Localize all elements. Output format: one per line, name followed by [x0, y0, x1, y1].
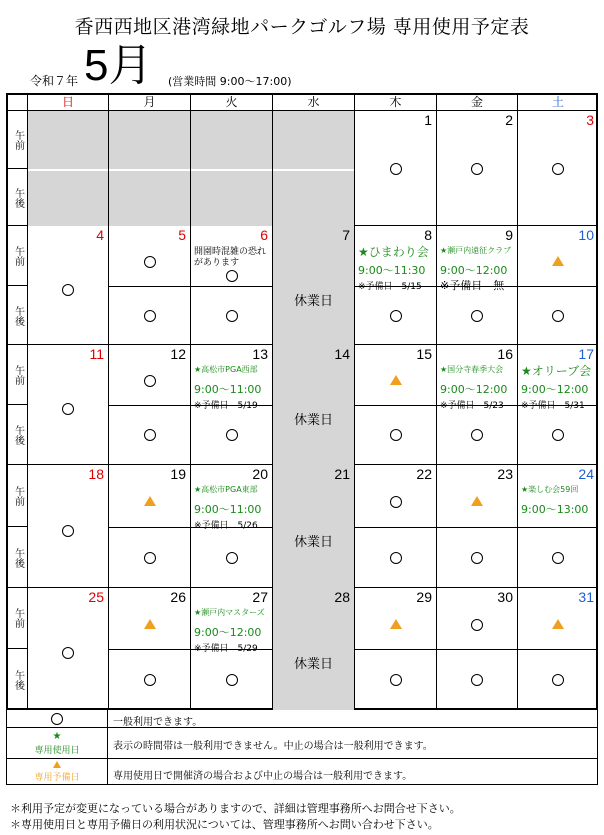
circle-icon: [144, 310, 156, 322]
closed-label: 休業日: [293, 534, 333, 550]
day-cell: [273, 226, 355, 345]
circle-icon: [552, 163, 564, 175]
pm-label: 午後: [8, 286, 28, 345]
day-cell: [518, 588, 598, 710]
day-number: 2: [505, 112, 513, 128]
business-hours: (営業時間 9:00～17:00): [168, 75, 292, 88]
day-cell: [28, 345, 109, 465]
legend-text-exclusive: 表示の時間帯は一般利用できません。中止の場合は一般利用できます。: [113, 741, 433, 752]
day-cell: [273, 111, 355, 226]
circle-icon: [471, 619, 483, 631]
day-number: 13: [252, 346, 268, 362]
legend-text-reserve: 専用使用日で開催済の場合および中止の場合は一般利用できます。: [113, 771, 413, 782]
circle-icon: [62, 525, 74, 537]
day-cell: [191, 588, 273, 710]
circle-icon: [226, 429, 238, 441]
event-time: 9:00～12:00: [521, 383, 589, 396]
week-row: [8, 226, 596, 345]
am-label: 午前: [8, 588, 28, 649]
day-number: 1: [424, 112, 432, 128]
day-number: 25: [88, 589, 104, 605]
circle-icon: [552, 429, 564, 441]
reserve-date: ※予備日 無: [440, 279, 505, 292]
am-label: 午前: [8, 111, 28, 169]
circle-icon: [390, 310, 402, 322]
day-cell: [355, 465, 437, 588]
day-number: 29: [416, 589, 432, 605]
circle-icon: [390, 552, 402, 564]
reserve-date: ※予備日 5/26: [194, 521, 258, 531]
day-number: 26: [170, 589, 186, 605]
triangle-icon: [552, 256, 564, 266]
triangle-icon: [390, 619, 402, 629]
event-time: 9:00～11:00: [194, 383, 262, 396]
day-cell: [437, 226, 518, 345]
half-divider: [109, 527, 190, 528]
half-divider: [28, 169, 108, 171]
day-number: 14: [334, 346, 350, 362]
congestion-note: 開園時混雑の恐れがあります: [194, 247, 267, 268]
circle-icon: [471, 552, 483, 564]
day-number: 28: [334, 589, 350, 605]
day-number: 7: [342, 227, 350, 243]
event-time: 9:00～11:00: [194, 503, 262, 516]
half-divider: [518, 286, 598, 287]
footer-note-2: ＊専用使用日と専用予備日の利用状況については、管理事務所へお問い合わせ下さい。: [10, 818, 439, 831]
era-label: 令和７年: [30, 74, 79, 88]
half-divider: [355, 405, 436, 406]
half-divider: [437, 527, 517, 528]
event-name: ★瀬戸内遠征クラブ: [440, 246, 512, 255]
half-divider: [109, 169, 190, 171]
day-cell: [437, 465, 518, 588]
day-cell: [355, 588, 437, 710]
day-number: 8: [424, 227, 432, 243]
circle-icon: [390, 163, 402, 175]
day-number: 9: [505, 227, 513, 243]
day-cell: [437, 588, 518, 710]
circle-icon: [62, 284, 74, 296]
circle-icon: [471, 163, 483, 175]
day-number: 4: [96, 227, 104, 243]
circle-icon: [390, 496, 402, 508]
circle-icon: [62, 647, 74, 659]
am-label: 午前: [8, 226, 28, 286]
triangle-icon: [552, 619, 564, 629]
day-number: 27: [252, 589, 268, 605]
day-number: 11: [89, 346, 104, 362]
pm-label: 午後: [8, 169, 28, 226]
day-cell: [355, 345, 437, 465]
circle-icon: [144, 552, 156, 564]
circle-icon: [471, 310, 483, 322]
legend-label-reserve: 専用予備日: [34, 773, 80, 783]
day-number: 6: [260, 227, 268, 243]
event-name: ★瀬戸内マスターズ: [194, 608, 265, 617]
circle-icon: [144, 256, 156, 268]
closed-label: 休業日: [293, 413, 333, 428]
am-label: 午前: [8, 465, 28, 527]
am-label: 午前: [8, 345, 28, 405]
day-number: 20: [252, 466, 268, 482]
half-divider: [109, 649, 190, 650]
week-row: [8, 345, 596, 465]
event-name: ★国分寺春季大会: [440, 365, 504, 374]
weekday-header: 日: [28, 95, 109, 111]
circle-icon: [51, 713, 63, 725]
half-divider: [109, 286, 190, 287]
weekday-header-blank: [8, 95, 28, 111]
weekday-header: 土: [518, 95, 598, 111]
day-cell: [518, 226, 598, 345]
day-cell: [109, 226, 191, 345]
day-cell: [518, 345, 598, 465]
weekday-header: 月: [109, 95, 191, 111]
legend-symbol-reserve: [7, 759, 108, 785]
day-number: 19: [170, 466, 186, 482]
day-number: 23: [497, 466, 513, 482]
calendar-grid: [6, 93, 598, 710]
month-label: 5月: [84, 41, 153, 90]
day-cell: [191, 111, 273, 226]
day-number: 31: [578, 589, 594, 605]
half-divider: [191, 286, 272, 287]
day-number: 30: [497, 589, 513, 605]
event-name: ★オリーブ会: [521, 364, 592, 378]
legend-row-general: [7, 710, 597, 728]
half-divider: [273, 169, 354, 171]
day-number: 18: [88, 466, 104, 482]
legend-label-exclusive: 専用使用日: [34, 746, 80, 756]
circle-icon: [390, 429, 402, 441]
legend-symbol-general: [7, 710, 108, 727]
event-name: ★高松市PGA西部: [194, 365, 258, 374]
day-number: 22: [416, 466, 432, 482]
day-cell: [109, 345, 191, 465]
day-number: 10: [578, 227, 594, 243]
day-number: 3: [586, 112, 594, 128]
triangle-icon: [144, 619, 156, 629]
day-cell: [109, 588, 191, 710]
legend-symbol-exclusive: [7, 728, 108, 758]
half-divider: [191, 169, 272, 171]
triangle-icon: [144, 496, 156, 506]
closed-label: 休業日: [293, 657, 333, 672]
day-cell: [191, 226, 273, 345]
day-cell: [273, 345, 355, 465]
circle-icon: [390, 674, 402, 686]
half-divider: [355, 649, 436, 650]
day-cell: [109, 111, 191, 226]
day-cell: [28, 465, 109, 588]
day-cell: [191, 345, 273, 465]
day-number: 21: [334, 466, 350, 482]
weekday-header: 金: [437, 95, 518, 111]
half-divider: [518, 527, 598, 528]
page-title: 香西西地区港湾緑地パークゴルフ場 専用使用予定表: [74, 16, 530, 38]
circle-icon: [144, 375, 156, 387]
closed-label: 休業日: [293, 293, 333, 309]
day-cell: [191, 465, 273, 588]
reserve-date: ※予備日 5/23: [440, 401, 504, 411]
pm-label: 午後: [8, 649, 28, 710]
legend-row-reserve: [7, 759, 597, 785]
reserve-date: ※予備日 5/15: [358, 282, 422, 292]
day-cell: [28, 111, 109, 226]
circle-icon: [552, 310, 564, 322]
day-cell: [355, 111, 437, 226]
event-time: 9:00～11:30: [358, 264, 426, 277]
circle-icon: [552, 552, 564, 564]
legend: [6, 710, 598, 785]
circle-icon: [226, 310, 238, 322]
half-divider: [437, 649, 517, 650]
star-icon: ★: [52, 731, 62, 742]
day-cell: [109, 465, 191, 588]
half-divider: [518, 649, 598, 650]
day-number: 12: [170, 346, 186, 362]
day-cell: [518, 465, 598, 588]
day-number: 15: [416, 346, 432, 362]
day-cell: [273, 465, 355, 588]
triangle-icon: [53, 761, 61, 768]
reserve-date: ※予備日 5/31: [521, 401, 585, 411]
event-time: 9:00～12:00: [440, 264, 508, 277]
circle-icon: [471, 429, 483, 441]
half-divider: [355, 527, 436, 528]
day-cell: [355, 226, 437, 345]
weekday-header: 水: [273, 95, 355, 111]
reserve-date: ※予備日 5/29: [194, 644, 258, 654]
legend-text-general: 一般利用できます。: [113, 717, 203, 728]
event-time: 9:00～12:00: [194, 626, 262, 639]
weekday-header: 木: [355, 95, 437, 111]
circle-icon: [62, 403, 74, 415]
week-row: [8, 588, 596, 710]
legend-row-exclusive: [7, 728, 597, 759]
day-cell: [273, 588, 355, 710]
circle-icon: [144, 429, 156, 441]
day-cell: [518, 111, 598, 226]
reserve-date: ※予備日 5/19: [194, 401, 258, 411]
event-name: ★楽しむ会59回: [521, 485, 579, 494]
pm-label: 午後: [8, 405, 28, 465]
circle-icon: [144, 674, 156, 686]
pm-label: 午後: [8, 527, 28, 588]
day-cell: [437, 111, 518, 226]
circle-icon: [471, 674, 483, 686]
week-row: [8, 111, 596, 226]
day-cell: [28, 226, 109, 345]
circle-icon: [226, 270, 238, 282]
triangle-icon: [471, 496, 483, 506]
week-row: [8, 465, 596, 588]
day-cell: [28, 588, 109, 710]
event-time: 9:00～13:00: [521, 503, 589, 516]
weekday-header: 火: [191, 95, 273, 111]
day-number: 16: [497, 346, 513, 362]
day-number: 24: [578, 466, 594, 482]
circle-icon: [226, 674, 238, 686]
event-time: 9:00～12:00: [440, 383, 508, 396]
footer-note-1: ＊利用予定が変更になっている場合がありますので、詳細は管理事務所へお問合せ下さい。: [10, 802, 461, 815]
day-cell: [437, 345, 518, 465]
circle-icon: [552, 674, 564, 686]
day-number: 5: [178, 227, 186, 243]
half-divider: [109, 405, 190, 406]
event-name: ★ひまわり会: [358, 245, 429, 259]
circle-icon: [226, 552, 238, 564]
event-name: ★高松市PGA東部: [194, 485, 258, 494]
triangle-icon: [390, 375, 402, 385]
day-number: 17: [578, 346, 594, 362]
